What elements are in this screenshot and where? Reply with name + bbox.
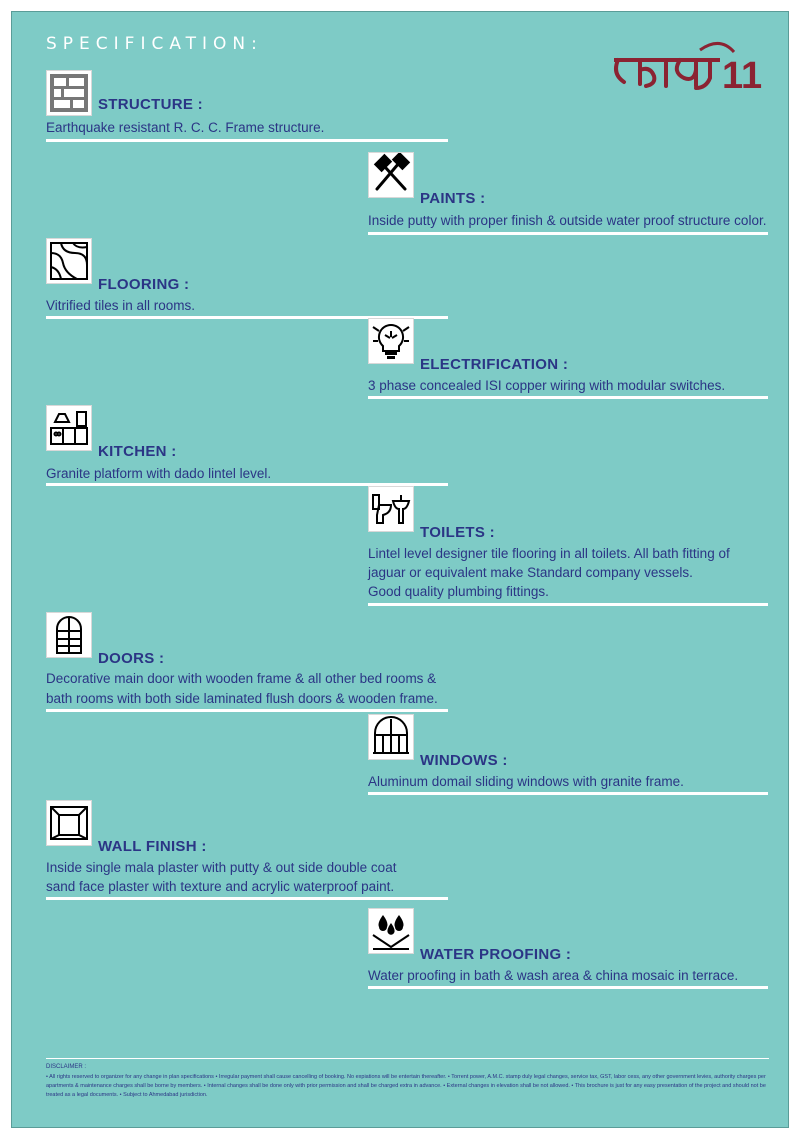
spec-line: Granite platform with dado lintel level. <box>46 466 272 481</box>
structure-icon <box>46 70 92 116</box>
spec-title: WALL FINISH : <box>98 838 207 855</box>
wall-finish-icon <box>46 800 92 846</box>
spec-line: Lintel level designer tile flooring in all toilets. All bath fitting of <box>368 546 730 561</box>
spec-title: ELECTRIFICATION : <box>420 356 569 373</box>
disclaimer-divider <box>46 1058 769 1059</box>
spec-flooring <box>46 238 448 313</box>
spec-line: Inside putty with proper finish & outside water proof structure color. <box>368 213 767 228</box>
brand-logo <box>610 30 775 92</box>
spec-windows <box>368 714 768 789</box>
spec-title: DOORS : <box>98 650 165 667</box>
spec-title: WINDOWS : <box>420 752 508 769</box>
spec-structure <box>46 70 448 142</box>
bulb-icon <box>368 318 414 364</box>
spec-line: Decorative main door with wooden frame & all other bed rooms & <box>46 671 437 686</box>
spec-wall-finish <box>46 800 448 892</box>
disclaimer-title: DISCLAIMER : <box>46 1064 87 1070</box>
spec-title: STRUCTURE : <box>98 96 203 113</box>
divider <box>368 396 768 399</box>
spec-toilets <box>368 486 768 598</box>
toilet-icon <box>368 486 414 532</box>
divider <box>368 603 768 606</box>
spec-doors <box>46 612 448 704</box>
spec-kitchen <box>46 405 448 481</box>
spec-water-proofing <box>368 908 768 983</box>
disclaimer-text: • All rights reserved to organizer for any change in plan specifications • Irregular payment shall cause cancelling of booking. No expiations will be entertain thereafter. • Torrent power, A.M.C. stamp duly legal changes, service tax, GST, labor cess, any other government levies, authority charges per apartments & maintenance charges shall be borne by members. • Internal changes shall be done only with prior permission and shall be charged extra in advance. • External changes in elevation shall be not allowed. • This brochure is just for any easy presentation of the project and should not be treated as a legal documents. • Subject to Ahmedabad jurisdiction. <box>46 1074 766 1098</box>
spec-line: Good quality plumbing fittings. <box>368 584 549 599</box>
spec-line: Water proofing in bath & wash area & china mosaic in terrace. <box>368 968 739 983</box>
water-drops-icon <box>368 908 414 954</box>
spec-line: Inside single mala plaster with putty & out side double coat <box>46 860 397 875</box>
specification-page <box>11 11 789 1128</box>
spec-line: sand face plaster with texture and acrylic waterproof paint. <box>46 879 395 894</box>
spec-title: PAINTS : <box>420 190 486 207</box>
divider <box>46 897 448 900</box>
logo-number: 11 <box>722 55 763 92</box>
spec-line: Aluminum domail sliding windows with granite frame. <box>368 774 684 789</box>
divider <box>46 139 448 142</box>
divider <box>46 709 448 712</box>
spec-line: Earthquake resistant R. C. C. Frame structure. <box>46 120 325 135</box>
spec-title: KITCHEN : <box>98 443 177 460</box>
window-icon <box>368 714 414 760</box>
kitchen-icon <box>46 405 92 451</box>
spec-line: 3 phase concealed ISI copper wiring with modular switches. <box>368 378 726 393</box>
spec-electrification <box>368 318 768 393</box>
spec-title: FLOORING : <box>98 276 190 293</box>
spec-title: TOILETS : <box>420 524 495 541</box>
divider <box>368 792 768 795</box>
divider <box>368 232 768 235</box>
spec-line: Vitrified tiles in all rooms. <box>46 298 196 313</box>
spec-title: WATER PROOFING : <box>420 946 572 963</box>
paint-tools-icon <box>368 152 414 198</box>
spec-line: bath rooms with both side laminated flush doors & wooden frame. <box>46 691 438 706</box>
page-heading: SPECIFICATION: <box>46 34 263 54</box>
divider <box>368 986 768 989</box>
flooring-icon <box>46 238 92 284</box>
spec-paints <box>368 152 768 228</box>
spec-line: jaguar or equivalent make Standard company vessels. <box>368 565 693 580</box>
door-icon <box>46 612 92 658</box>
